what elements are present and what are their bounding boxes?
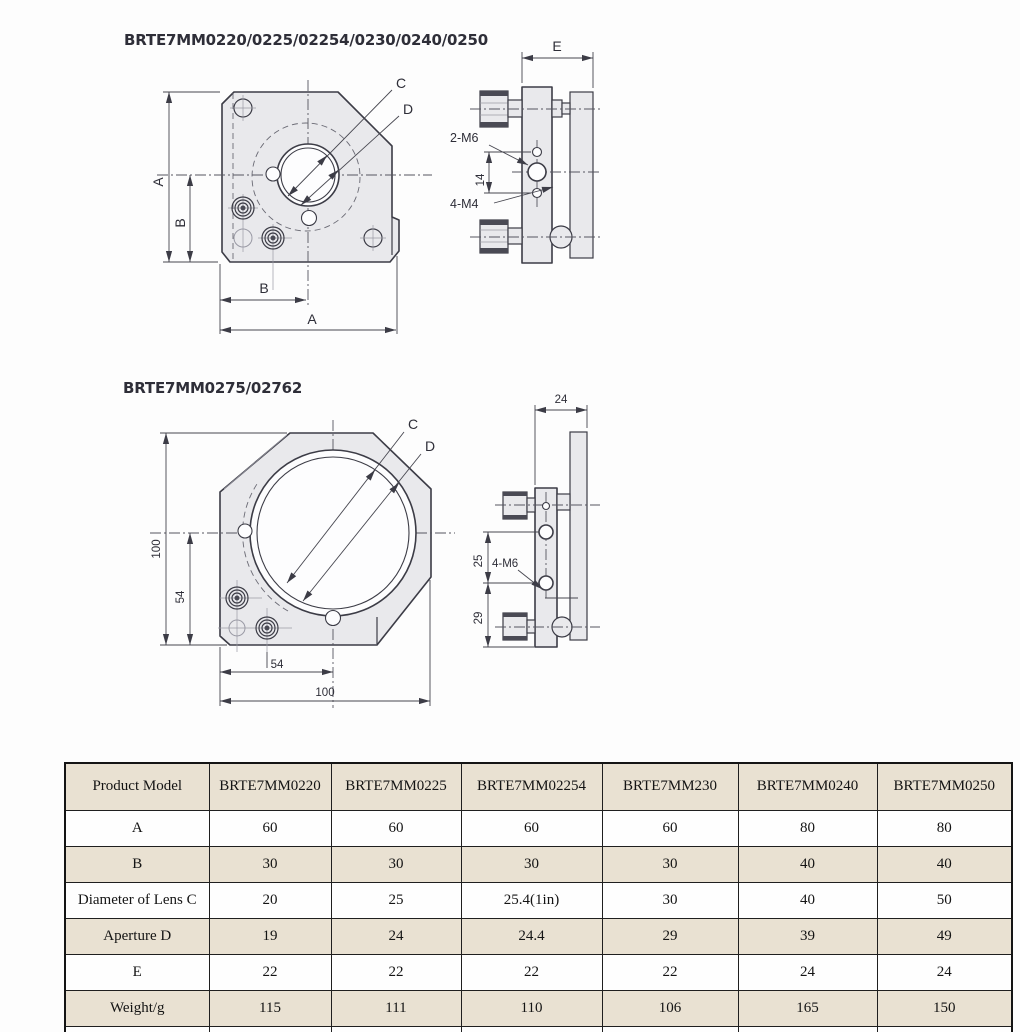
table-cell: 30 xyxy=(602,846,738,882)
back-plate xyxy=(570,432,587,640)
table-cell: 60 xyxy=(209,810,331,846)
dim-label-a-left: A xyxy=(150,177,166,187)
table-cell: 150 xyxy=(877,990,1012,1026)
dim-label-100-bottom: 100 xyxy=(315,687,335,699)
column-header: BRTE7MM0220 xyxy=(209,763,331,810)
table-row xyxy=(65,882,1012,918)
table-cell: 60 xyxy=(461,810,602,846)
table-cell: 165 xyxy=(738,990,877,1026)
drawing2-front-view xyxy=(90,410,462,722)
table-cell: 29 xyxy=(602,918,738,954)
table-cell: 22 xyxy=(461,954,602,990)
table-row xyxy=(65,990,1012,1026)
dim-label-54-bottom: 54 xyxy=(270,659,284,671)
dim-label-b-left: B xyxy=(172,218,188,228)
leader-label-c: C xyxy=(396,75,407,91)
table-cell xyxy=(877,1026,1012,1032)
table-cell: 24 xyxy=(331,918,461,954)
table-cell: 24.4 xyxy=(461,918,602,954)
drawing1-front-view xyxy=(148,64,450,356)
table-cell xyxy=(602,1026,738,1032)
table-cell: 25 xyxy=(331,882,461,918)
column-header: BRTE7MM230 xyxy=(602,763,738,810)
table-cell: 49 xyxy=(877,918,1012,954)
dim-label-b-bottom: B xyxy=(259,280,269,296)
table-cell: 60 xyxy=(602,810,738,846)
table-header-row xyxy=(65,763,1012,810)
product-group-title-2: BRTE7MM0275/02762 xyxy=(123,379,303,397)
table-cell xyxy=(209,1026,331,1032)
spec-table xyxy=(64,762,1013,1032)
table-row xyxy=(65,918,1012,954)
table-cell: 115 xyxy=(209,990,331,1026)
table-cell: 22 xyxy=(602,954,738,990)
leader-label-c: C xyxy=(408,416,419,432)
row-label: E xyxy=(65,954,209,990)
table-cell: 30 xyxy=(461,846,602,882)
row-label: Aperture D xyxy=(65,918,209,954)
table-row xyxy=(65,954,1012,990)
row-label: B xyxy=(65,846,209,882)
table-cell: 40 xyxy=(738,846,877,882)
table-cell xyxy=(331,1026,461,1032)
table-cell: 80 xyxy=(877,810,1012,846)
dim-label-a-bottom: A xyxy=(307,311,317,327)
table-row xyxy=(65,810,1012,846)
product-group-title-1: BRTE7MM0220/0225/02254/0230/0240/0250 xyxy=(124,31,488,49)
drawing2-side-view xyxy=(455,385,630,667)
row-label: A xyxy=(65,810,209,846)
table-cell: 22 xyxy=(331,954,461,990)
table-cell: 110 xyxy=(461,990,602,1026)
table-cell: 80 xyxy=(738,810,877,846)
table-cell xyxy=(65,1026,209,1032)
table-cell: 50 xyxy=(877,882,1012,918)
callout-2-m6: 2-M6 xyxy=(450,131,479,145)
dim-label-54-left: 54 xyxy=(175,590,187,604)
drawing1-side-view xyxy=(445,25,645,277)
dim-label-24: 24 xyxy=(554,394,568,406)
table-cell: 111 xyxy=(331,990,461,1026)
table-cell: 25.4(1in) xyxy=(461,882,602,918)
callout-4-m4: 4-M4 xyxy=(450,197,479,211)
table-cell: 24 xyxy=(877,954,1012,990)
column-header: BRTE7MM0240 xyxy=(738,763,877,810)
table-cell: 60 xyxy=(331,810,461,846)
table-cell: 30 xyxy=(602,882,738,918)
column-header: BRTE7MM0250 xyxy=(877,763,1012,810)
table-cell: 19 xyxy=(209,918,331,954)
table-cell xyxy=(738,1026,877,1032)
leader-label-d: D xyxy=(403,101,414,117)
dim-label-29: 29 xyxy=(473,611,485,625)
table-cell: 40 xyxy=(877,846,1012,882)
column-header: Product Model xyxy=(65,763,209,810)
dim-label-e: E xyxy=(552,38,562,54)
adjuster-screw xyxy=(503,492,535,519)
dim-label-100-left: 100 xyxy=(151,539,163,559)
table-cell xyxy=(461,1026,602,1032)
adjuster-screw xyxy=(480,220,522,253)
dim-label-25: 25 xyxy=(473,554,485,568)
table-cell: 30 xyxy=(209,846,331,882)
table-cell: 22 xyxy=(209,954,331,990)
back-plate xyxy=(570,92,593,258)
dim-label-14: 14 xyxy=(475,173,487,187)
row-label: Weight/g xyxy=(65,990,209,1026)
table-row-partial xyxy=(65,1026,1012,1032)
column-header: BRTE7MM0225 xyxy=(331,763,461,810)
table-cell: 106 xyxy=(602,990,738,1026)
table-cell: 39 xyxy=(738,918,877,954)
spec-table-body xyxy=(65,763,1012,1032)
leader-label-d: D xyxy=(425,438,436,454)
table-cell: 40 xyxy=(738,882,877,918)
column-header: BRTE7MM02254 xyxy=(461,763,602,810)
table-cell: 24 xyxy=(738,954,877,990)
table-cell: 20 xyxy=(209,882,331,918)
table-row xyxy=(65,846,1012,882)
callout-4-m6: 4-M6 xyxy=(492,558,519,570)
table-cell: 30 xyxy=(331,846,461,882)
adjuster-screw xyxy=(503,613,535,640)
row-label: Diameter of Lens C xyxy=(65,882,209,918)
